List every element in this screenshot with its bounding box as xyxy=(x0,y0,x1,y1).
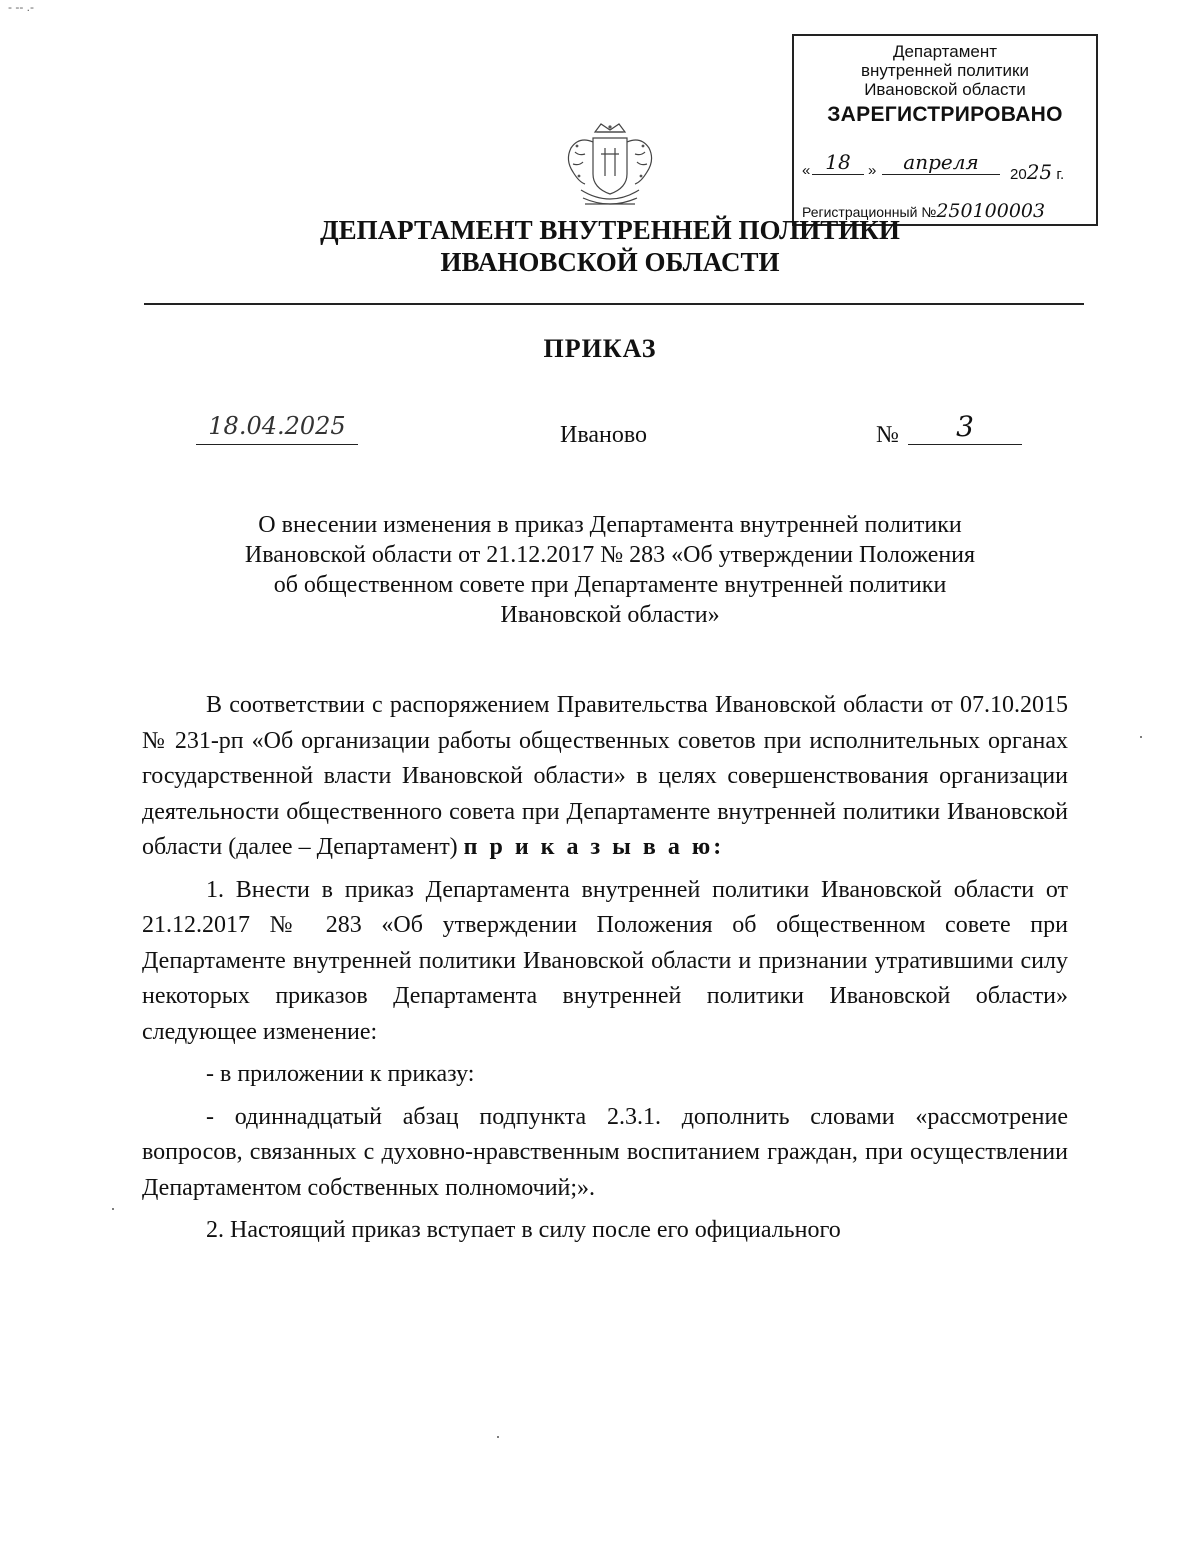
item-2-paragraph: 2. Настоящий приказ вступает в силу после его официального xyxy=(206,1217,841,1243)
stamp-org-line: внутренней политики xyxy=(861,61,1029,80)
bullet-2-paragraph: - одиннадцатый абзац подпункта 2.3.1. дополнить словами «рассмотрение вопросов, связанных с духовно-нравственным воспитанием граждан, при осуществлении Департаментом собственных полномочий;». xyxy=(142,1103,1068,1201)
item-1-paragraph: 1. Внести в приказ Департамента внутренней политики Ивановской области от 21.12.2017 № 283 «Об утверждении Положения об общественном совете при Департаменте внутренней политики Ивановской области и признании утратившими силу некоторых приказов Департамента внутренней политики Ивановской области» следующее изменение: xyxy=(142,876,1068,1045)
bullet-1-paragraph: - в приложении к приказу: xyxy=(206,1061,475,1087)
stamp-day: 18 xyxy=(812,150,864,175)
scan-speck xyxy=(1140,736,1142,738)
stamp-org-line: Ивановской области xyxy=(864,80,1026,99)
preamble-text: В соответствии с распоряжением Правительства Ивановской области от 07.10.2015 № 231-рп «Об организации работы общественных советов при исполнительных органах государственной власти Ивановской области» в целях совершенствования организации деятельности общественного совета при Департаменте внутренней политики Ивановской области (далее – Департамент) xyxy=(142,692,1068,860)
order-title: ПРИКАЗ xyxy=(543,334,657,363)
registration-stamp xyxy=(792,34,1098,226)
preamble-paragraph xyxy=(142,688,1068,866)
stamp-year-suffix: 25 xyxy=(1026,160,1053,184)
order-number: 3 xyxy=(908,410,1022,445)
department-line: ДЕПАРТАМЕНТ ВНУТРЕННЕЙ ПОЛИТИКИ xyxy=(320,215,900,245)
stamp-org xyxy=(794,42,1096,99)
header-divider xyxy=(144,303,1084,305)
stamp-quote-open: « xyxy=(802,162,811,179)
order-date: 18.04.2025 xyxy=(196,412,358,445)
stamp-regnum-value: 250100003 xyxy=(936,200,1046,222)
stamp-year-unit: г. xyxy=(1056,166,1065,183)
order-word: п р и к а з ы в а ю: xyxy=(463,834,725,860)
stamp-year-prefix: 20 xyxy=(1010,166,1027,183)
order-subject xyxy=(160,510,1060,630)
scan-speck xyxy=(112,1208,114,1210)
subject-line: Ивановской области» xyxy=(500,602,720,628)
order-body xyxy=(142,688,1068,1249)
stamp-year xyxy=(1010,160,1064,184)
scan-speck xyxy=(497,1436,499,1438)
stamp-month: апреля xyxy=(882,150,1000,175)
stamp-quote-close: » xyxy=(868,162,877,179)
stamp-regnum-label: Регистрационный № xyxy=(802,204,937,220)
order-city: Иваново xyxy=(560,422,648,448)
subject-line: Ивановской области от 21.12.2017 № 283 «Об утверждении Положения xyxy=(244,542,976,568)
subject-line: об общественном совете при Департаменте внутренней политики xyxy=(273,572,947,598)
coat-of-arms-emblem xyxy=(555,118,665,216)
stamp-org-line: Департамент xyxy=(892,42,998,61)
stamp-registered: ЗАРЕГИСТРИРОВАНО xyxy=(827,103,1063,126)
department-line: ИВАНОВСКОЙ ОБЛАСТИ xyxy=(440,247,780,277)
corner-mark: - -- .- xyxy=(8,0,34,14)
department-name xyxy=(200,214,1020,278)
stamp-date xyxy=(802,150,1092,184)
order-number-label: № xyxy=(876,422,899,448)
subject-line: О внесении изменения в приказ Департамента внутренней политики xyxy=(258,512,962,538)
